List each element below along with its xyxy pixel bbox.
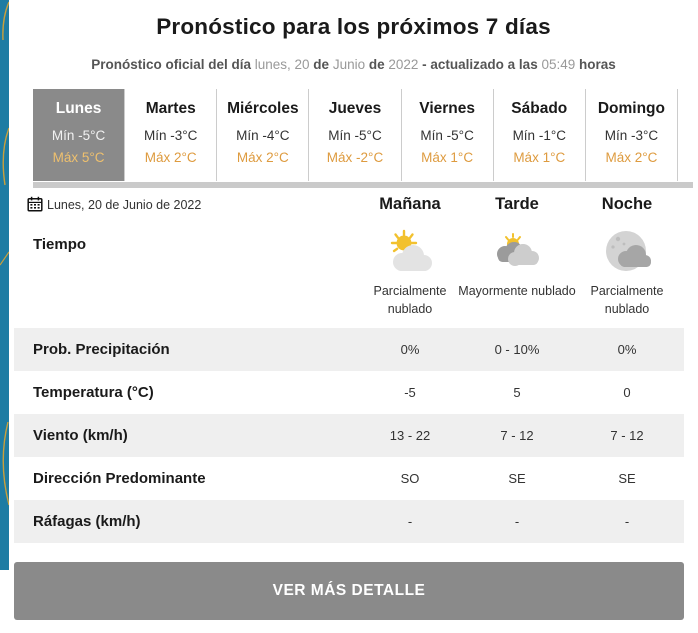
subtitle-segment: de	[313, 57, 333, 72]
day-tab-domingo[interactable]	[586, 89, 678, 181]
subtitle-segment: - actualizado a las	[422, 57, 542, 72]
row-value: 5	[513, 385, 521, 400]
row-value: -5	[404, 385, 416, 400]
tab-min-temp: Mín -4°C	[236, 128, 290, 143]
tabs-scrollbar-track[interactable]	[33, 182, 693, 188]
row-value: SE	[618, 471, 636, 486]
column-header-tarde: Tarde	[495, 195, 539, 213]
selected-day-header	[0, 194, 698, 218]
forecast-updated-subtitle	[9, 57, 698, 72]
weather-row-label: Tiempo	[33, 236, 87, 253]
condition-label: Parcialmente nublado	[590, 284, 664, 317]
subtitle-segment: Pronóstico oficial del día	[91, 57, 255, 72]
row-value: 7 - 12	[610, 428, 644, 443]
row-value: 13 - 22	[389, 428, 431, 443]
mostly-cloudy-day-icon	[489, 228, 545, 278]
partly-cloudy-night-icon	[599, 228, 655, 278]
tab-min-temp: Mín -1°C	[512, 128, 566, 143]
tab-day-label: Sábado	[511, 100, 568, 117]
tab-min-temp: Mín -5°C	[328, 128, 382, 143]
tab-max-temp: Máx 5°C	[52, 150, 105, 165]
tab-max-temp: Máx 2°C	[236, 150, 289, 165]
row-value: SE	[508, 471, 526, 486]
column-header-manana: Mañana	[379, 195, 441, 213]
tab-max-temp: Máx -2°C	[326, 150, 384, 165]
tab-min-temp: Mín -5°C	[420, 128, 474, 143]
tab-day-label: Miércoles	[227, 100, 299, 117]
partly-cloudy-day-icon	[382, 228, 438, 278]
tab-min-temp: Mín -5°C	[51, 128, 106, 143]
forecast-table	[14, 328, 684, 543]
tab-day-label: Domingo	[597, 100, 665, 117]
subtitle-segment: de	[368, 57, 389, 72]
subtitle-segment: horas	[579, 57, 616, 72]
forecast-row-temperature	[14, 371, 684, 414]
calendar-icon	[27, 196, 43, 212]
forecast-row-gusts	[14, 500, 684, 543]
row-label: Prob. Precipitación	[33, 341, 170, 358]
row-value: -	[407, 514, 413, 529]
row-value: -	[514, 514, 520, 529]
row-value: -	[624, 514, 630, 529]
condition-morning	[350, 228, 470, 318]
tab-max-temp: Máx 2°C	[144, 150, 197, 165]
tab-day-label: Martes	[145, 100, 196, 117]
tab-min-temp: Mín -3°C	[144, 128, 198, 143]
forecast-row-wind-direction	[14, 457, 684, 500]
day-tab-lunes[interactable]	[33, 89, 125, 181]
tab-day-label: Jueves	[328, 100, 382, 117]
day-tab-jueves[interactable]	[309, 89, 401, 181]
forecast-row-precipitation	[14, 328, 684, 371]
tab-day-label: Viernes	[419, 100, 475, 117]
day-tab-martes[interactable]	[125, 89, 217, 181]
row-label: Ráfagas (km/h)	[33, 513, 141, 530]
condition-night	[567, 228, 687, 318]
day-tab-miercoles[interactable]	[217, 89, 309, 181]
subtitle-segment: 05:49	[541, 57, 579, 72]
day-tabs	[33, 89, 678, 181]
row-value: 0%	[400, 342, 420, 357]
day-tab-viernes[interactable]	[402, 89, 494, 181]
day-tab-sabado[interactable]	[494, 89, 586, 181]
ver-mas-detalle-button[interactable]: VER MÁS DETALLE	[14, 562, 684, 620]
row-label: Dirección Predominante	[33, 470, 206, 487]
row-label: Viento (km/h)	[33, 427, 128, 444]
condition-label: Parcialmente nublado	[373, 284, 447, 317]
row-value: 0%	[617, 342, 637, 357]
column-header-noche: Noche	[601, 195, 653, 213]
row-value: 7 - 12	[500, 428, 534, 443]
selected-date-label: Lunes, 20 de Junio de 2022	[47, 198, 202, 212]
forecast-title: Pronóstico para los próximos 7 días	[156, 14, 551, 39]
subtitle-segment: 2022	[388, 57, 423, 72]
row-value: 0 - 10%	[494, 342, 540, 357]
tab-min-temp: Mín -3°C	[604, 128, 659, 143]
row-value: 0	[623, 385, 631, 400]
forecast-row-wind	[14, 414, 684, 457]
subtitle-segment: Junio	[332, 57, 369, 72]
row-value: SO	[400, 471, 420, 486]
condition-afternoon	[457, 228, 577, 300]
tab-max-temp: Máx 2°C	[605, 150, 658, 165]
tab-max-temp: Máx 1°C	[421, 150, 474, 165]
subtitle-segment: lunes, 20	[254, 57, 314, 72]
tab-max-temp: Máx 1°C	[513, 150, 566, 165]
row-label: Temperatura (°C)	[33, 384, 154, 401]
condition-label: Mayormente nublado	[458, 284, 576, 298]
tab-day-label: Lunes	[55, 100, 102, 117]
background-map-decoration	[0, 0, 9, 570]
